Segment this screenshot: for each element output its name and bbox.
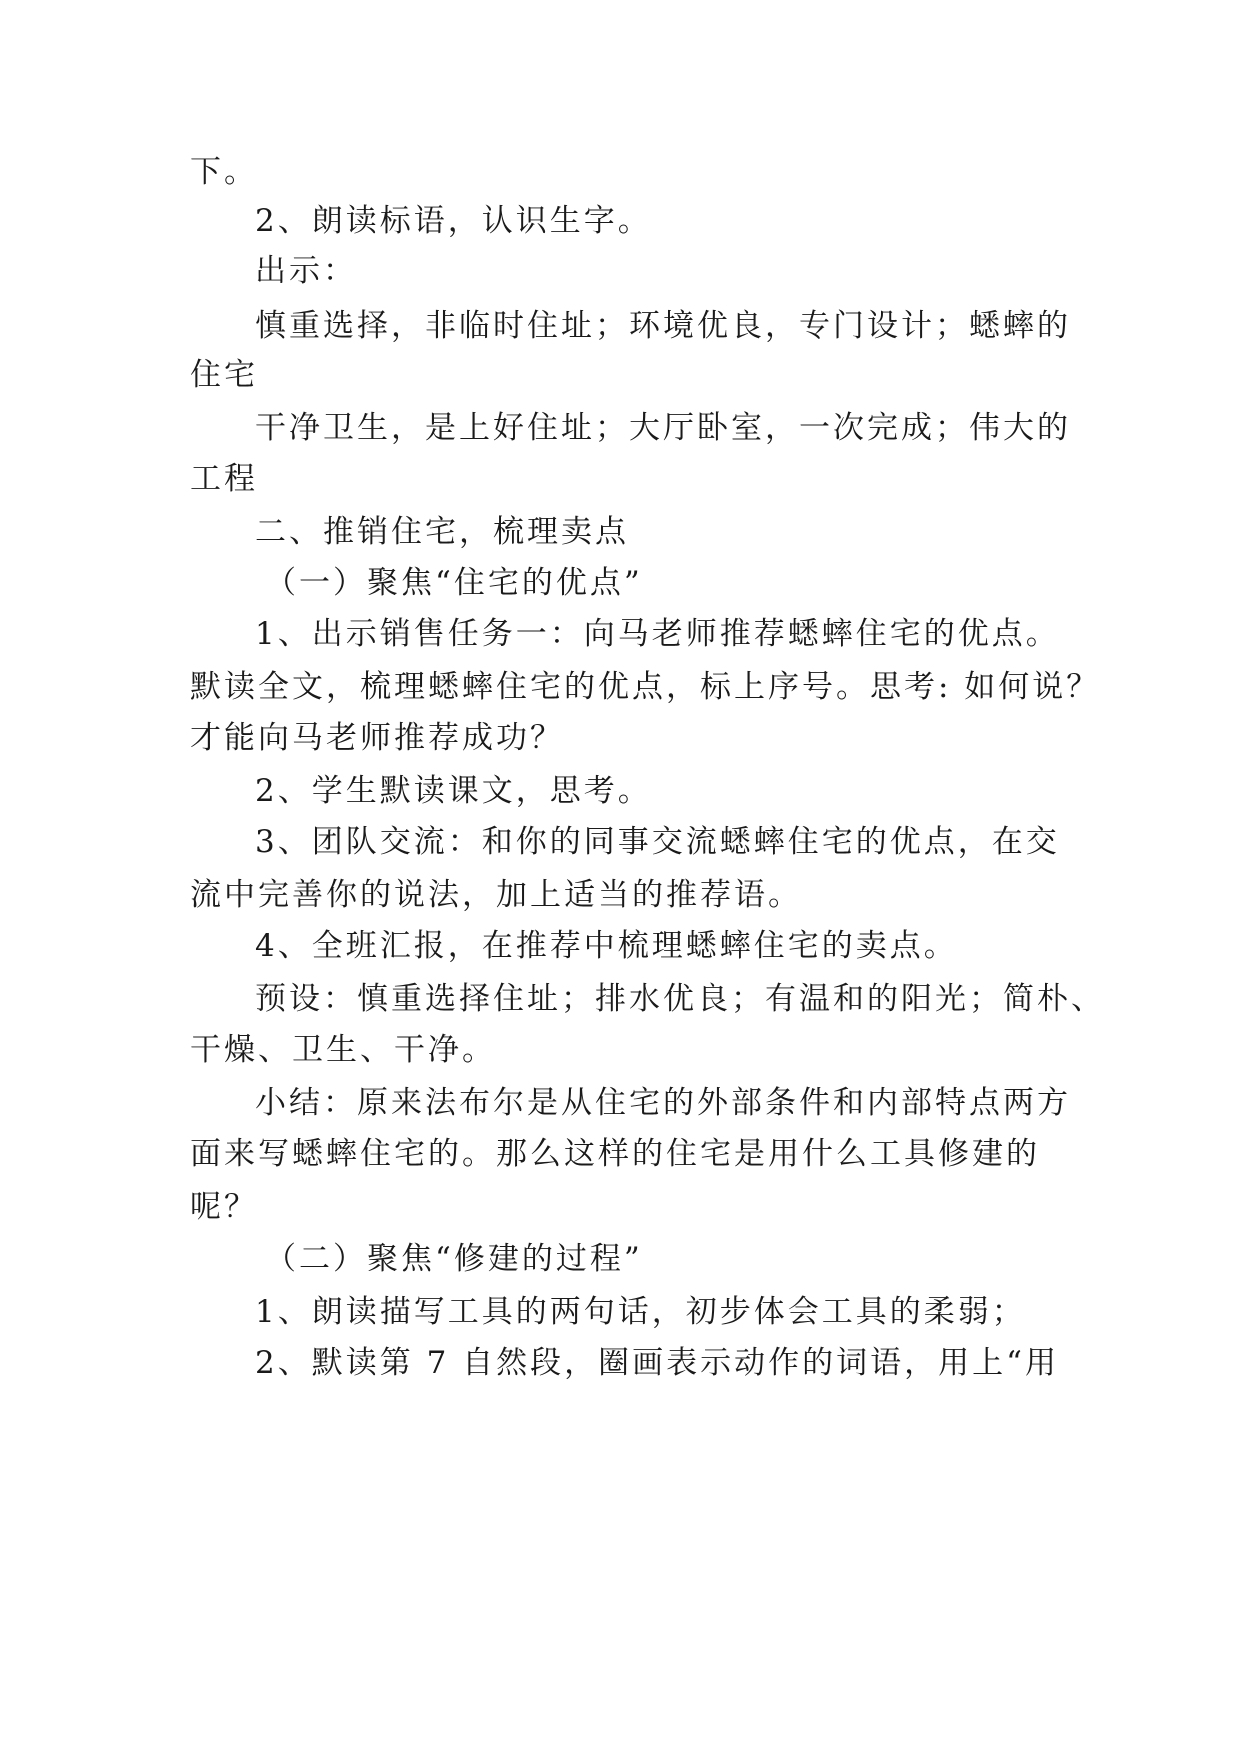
text-line: 住宅 [190, 357, 258, 393]
text-line: 下。 [190, 154, 258, 190]
text-line: 4、全班汇报，在推荐中梳理蟋蟀住宅的卖点。 [255, 928, 958, 964]
text-line: 才能向马老师推荐成功？ [190, 720, 564, 756]
section-heading: 二、推销住宅，梳理卖点 [255, 514, 629, 550]
text-line: 默读全文，梳理蟋蟀住宅的优点，标上序号。思考: 如何说？ [190, 669, 1101, 705]
subsection-heading: （二）聚焦“修建的过程” [265, 1241, 643, 1277]
text-line: 干燥、卫生、干净。 [190, 1032, 496, 1068]
text-line: 流中完善你的说法，加上适当的推荐语。 [190, 877, 802, 913]
text-line: 3、团队交流：和你的同事交流蟋蟀住宅的优点，在交 [255, 824, 1060, 860]
text-line: 工程 [190, 461, 258, 497]
text-line: 面来写蟋蟀住宅的。那么这样的住宅是用什么工具修建的 [190, 1136, 1040, 1172]
text-line: 1、出示销售任务一：向马老师推荐蟋蟀住宅的优点。 [255, 616, 1060, 652]
subsection-heading: （一）聚焦“住宅的优点” [265, 565, 643, 601]
text-line: 预设：慎重选择住址；排水优良；有温和的阳光；简朴、 [255, 981, 1105, 1017]
text-line: 干净卫生，是上好住址；大厅卧室，一次完成；伟大的 [255, 410, 1071, 446]
text-line: 出示： [255, 253, 357, 289]
text-line: 小结：原来法布尔是从住宅的外部条件和内部特点两方 [255, 1085, 1071, 1121]
text-line: 2、朗读标语，认识生字。 [255, 203, 652, 239]
text-line: 慎重选择，非临时住址；环境优良，专门设计；蟋蟀的 [255, 308, 1071, 344]
text-line: 2、默读第 7 自然段，圈画表示动作的词语，用上“用 [255, 1345, 1060, 1381]
text-line: 呢？ [190, 1189, 258, 1225]
text-line: 2、学生默读课文，思考。 [255, 773, 652, 809]
text-line: 1、朗读描写工具的两句话，初步体会工具的柔弱； [255, 1294, 1026, 1330]
